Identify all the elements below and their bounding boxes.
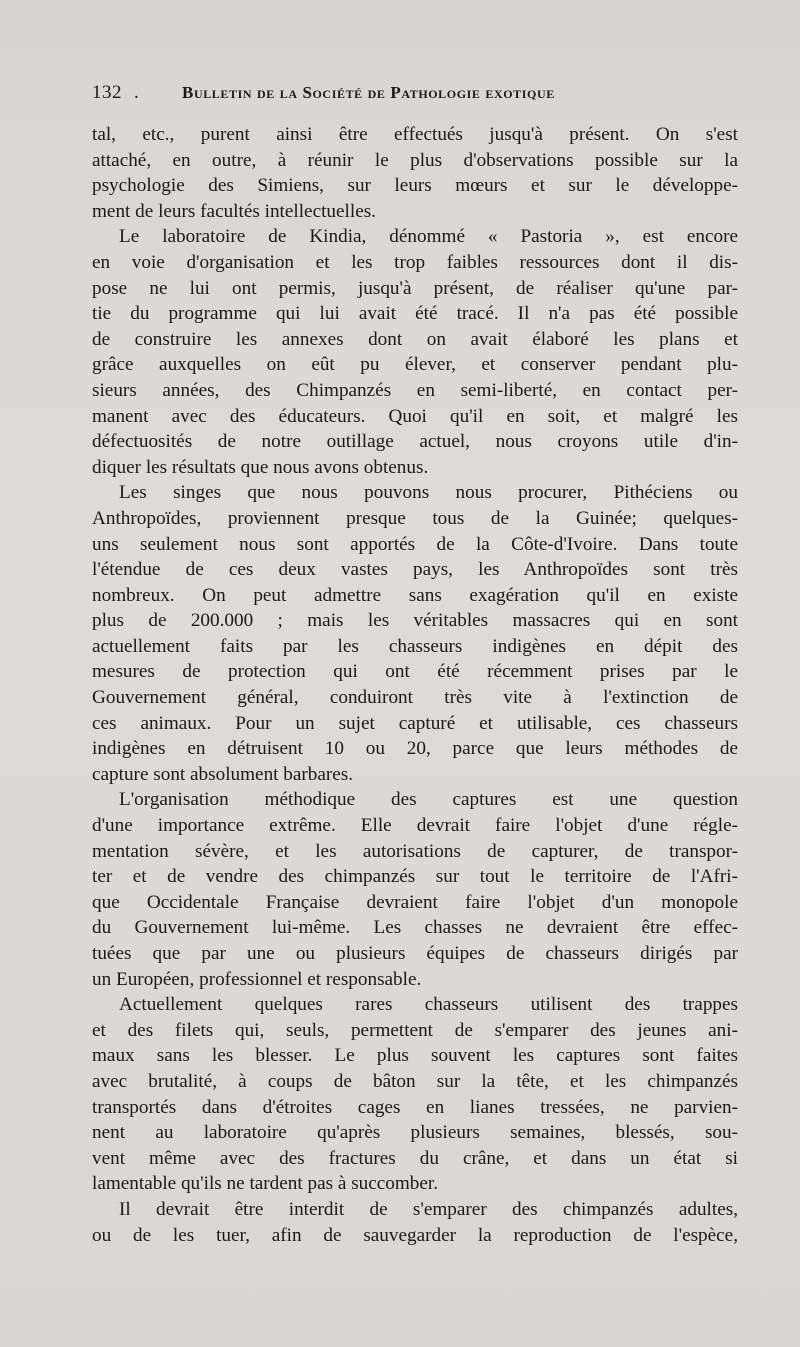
text-line: de construire les annexes dont on avait élaboré les plans et [92, 328, 738, 350]
text-line: ou de les tuer, afin de sauvegarder la reproduction de l'espèce, [92, 1224, 738, 1246]
text-line: grâce auxquelles on eût pu élever, et conserver pendant plu- [92, 354, 738, 376]
text-line: psychologie des Simiens, sur leurs mœurs et sur le développe- [92, 175, 738, 197]
text-line: que Occidentale Française devraient faire l'objet d'un monopole [92, 891, 738, 913]
text-line: mentation sévère, et les autorisations de capturer, de transpor- [92, 840, 738, 862]
text-line: manent avec des éducateurs. Quoi qu'il en soit, et malgré les [92, 405, 738, 427]
text-line: Les singes que nous pouvons nous procurer, Pithéciens ou [119, 482, 738, 504]
text-line: du Gouvernement lui-même. Les chasses ne devraient être effec- [92, 917, 738, 939]
text-line: en voie d'organisation et les trop faibles ressources dont il dis- [92, 251, 738, 273]
text-line: d'une importance extrême. Elle devrait faire l'objet d'une régle- [92, 815, 738, 837]
text-line: sieurs années, des Chimpanzés en semi-liberté, en contact per- [92, 379, 738, 401]
text-line: transportés dans d'étroites cages en lianes tressées, ne parvien- [92, 1096, 738, 1118]
text-line: Gouvernement général, conduiront très vite à l'extinction de [92, 687, 738, 709]
text-line: maux sans les blesser. Le plus souvent les captures sont faites [92, 1045, 738, 1067]
running-header [92, 82, 738, 118]
text-line: plus de 200.000 ; mais les véritables massacres qui en sont [92, 610, 738, 632]
text-line: indigènes en détruisent 10 ou 20, parce que leurs méthodes de [92, 738, 738, 760]
text-line: Il devrait être interdit de s'emparer des chimpanzés adultes, [119, 1198, 738, 1220]
text-line: tuées que par une ou plusieurs équipes de chasseurs dirigés par [92, 943, 738, 964]
text-line: ces animaux. Pour un sujet capturé et utilisable, ces chasseurs [92, 712, 738, 734]
page-number: 132 [92, 82, 122, 103]
text-line: défectuosités de notre outillage actuel, nous croyons utile d'in- [92, 431, 738, 453]
text-line: L'organisation méthodique des captures est une question [119, 789, 738, 811]
text-line: avec brutalité, à coups de bâton sur la tête, et les chimpanzés [92, 1070, 738, 1092]
text-line: mesures de protection qui ont été récemment prises par le [92, 661, 738, 683]
text-line: vent même avec des fractures du crâne, et dans un état si [92, 1147, 738, 1169]
text-line: Actuellement quelques rares chasseurs utilisent des trappes [119, 994, 738, 1016]
text-line: actuellement faits par les chasseurs indigènes en dépit des [92, 635, 738, 657]
text-line: tal, etc., purent ainsi être effectués jusqu'à présent. On s'est [92, 124, 738, 145]
body-text [92, 122, 738, 1248]
text-line: diquer les résultats que nous avons obtenus. [92, 456, 429, 478]
text-line: capture sont absolument barbares. [92, 763, 354, 785]
text-line: nombreux. On peut admettre sans exagération qu'il en existe [92, 584, 738, 606]
text-line: Anthropoïdes, proviennent presque tous de la Guinée; quelques- [92, 507, 738, 529]
text-line: ter et de vendre des chimpanzés sur tout le territoire de l'Afri- [92, 866, 738, 888]
header-separator: . [134, 82, 140, 103]
text-line: pose ne lui ont permis, jusqu'à présent, de réaliser qu'une par- [92, 277, 738, 299]
running-title: Bulletin de la Société de Pathologie exotique [182, 83, 555, 102]
text-line: et des filets qui, seuls, permettent de s'emparer des jeunes ani- [92, 1019, 738, 1041]
text-line: Le laboratoire de Kindia, dénommé « Pastoria », est encore [119, 226, 738, 248]
text-line: l'étendue de ces deux vastes pays, les Anthropoïdes sont très [92, 559, 738, 581]
text-line: un Européen, professionnel et responsable. [92, 968, 422, 990]
text-line: nent au laboratoire qu'après plusieurs semaines, blessés, sou- [92, 1122, 738, 1144]
text-line: lamentable qu'ils ne tardent pas à succomber. [92, 1173, 439, 1195]
text-line: attaché, en outre, à réunir le plus d'observations possible sur la [92, 149, 738, 171]
text-line: tie du programme qui lui avait été tracé. Il n'a pas été possible [92, 303, 738, 325]
text-line: uns seulement nous sont apportés de la Côte-d'Ivoire. Dans toute [92, 533, 738, 555]
text-line: ment de leurs facultés intellectuelles. [92, 200, 376, 222]
